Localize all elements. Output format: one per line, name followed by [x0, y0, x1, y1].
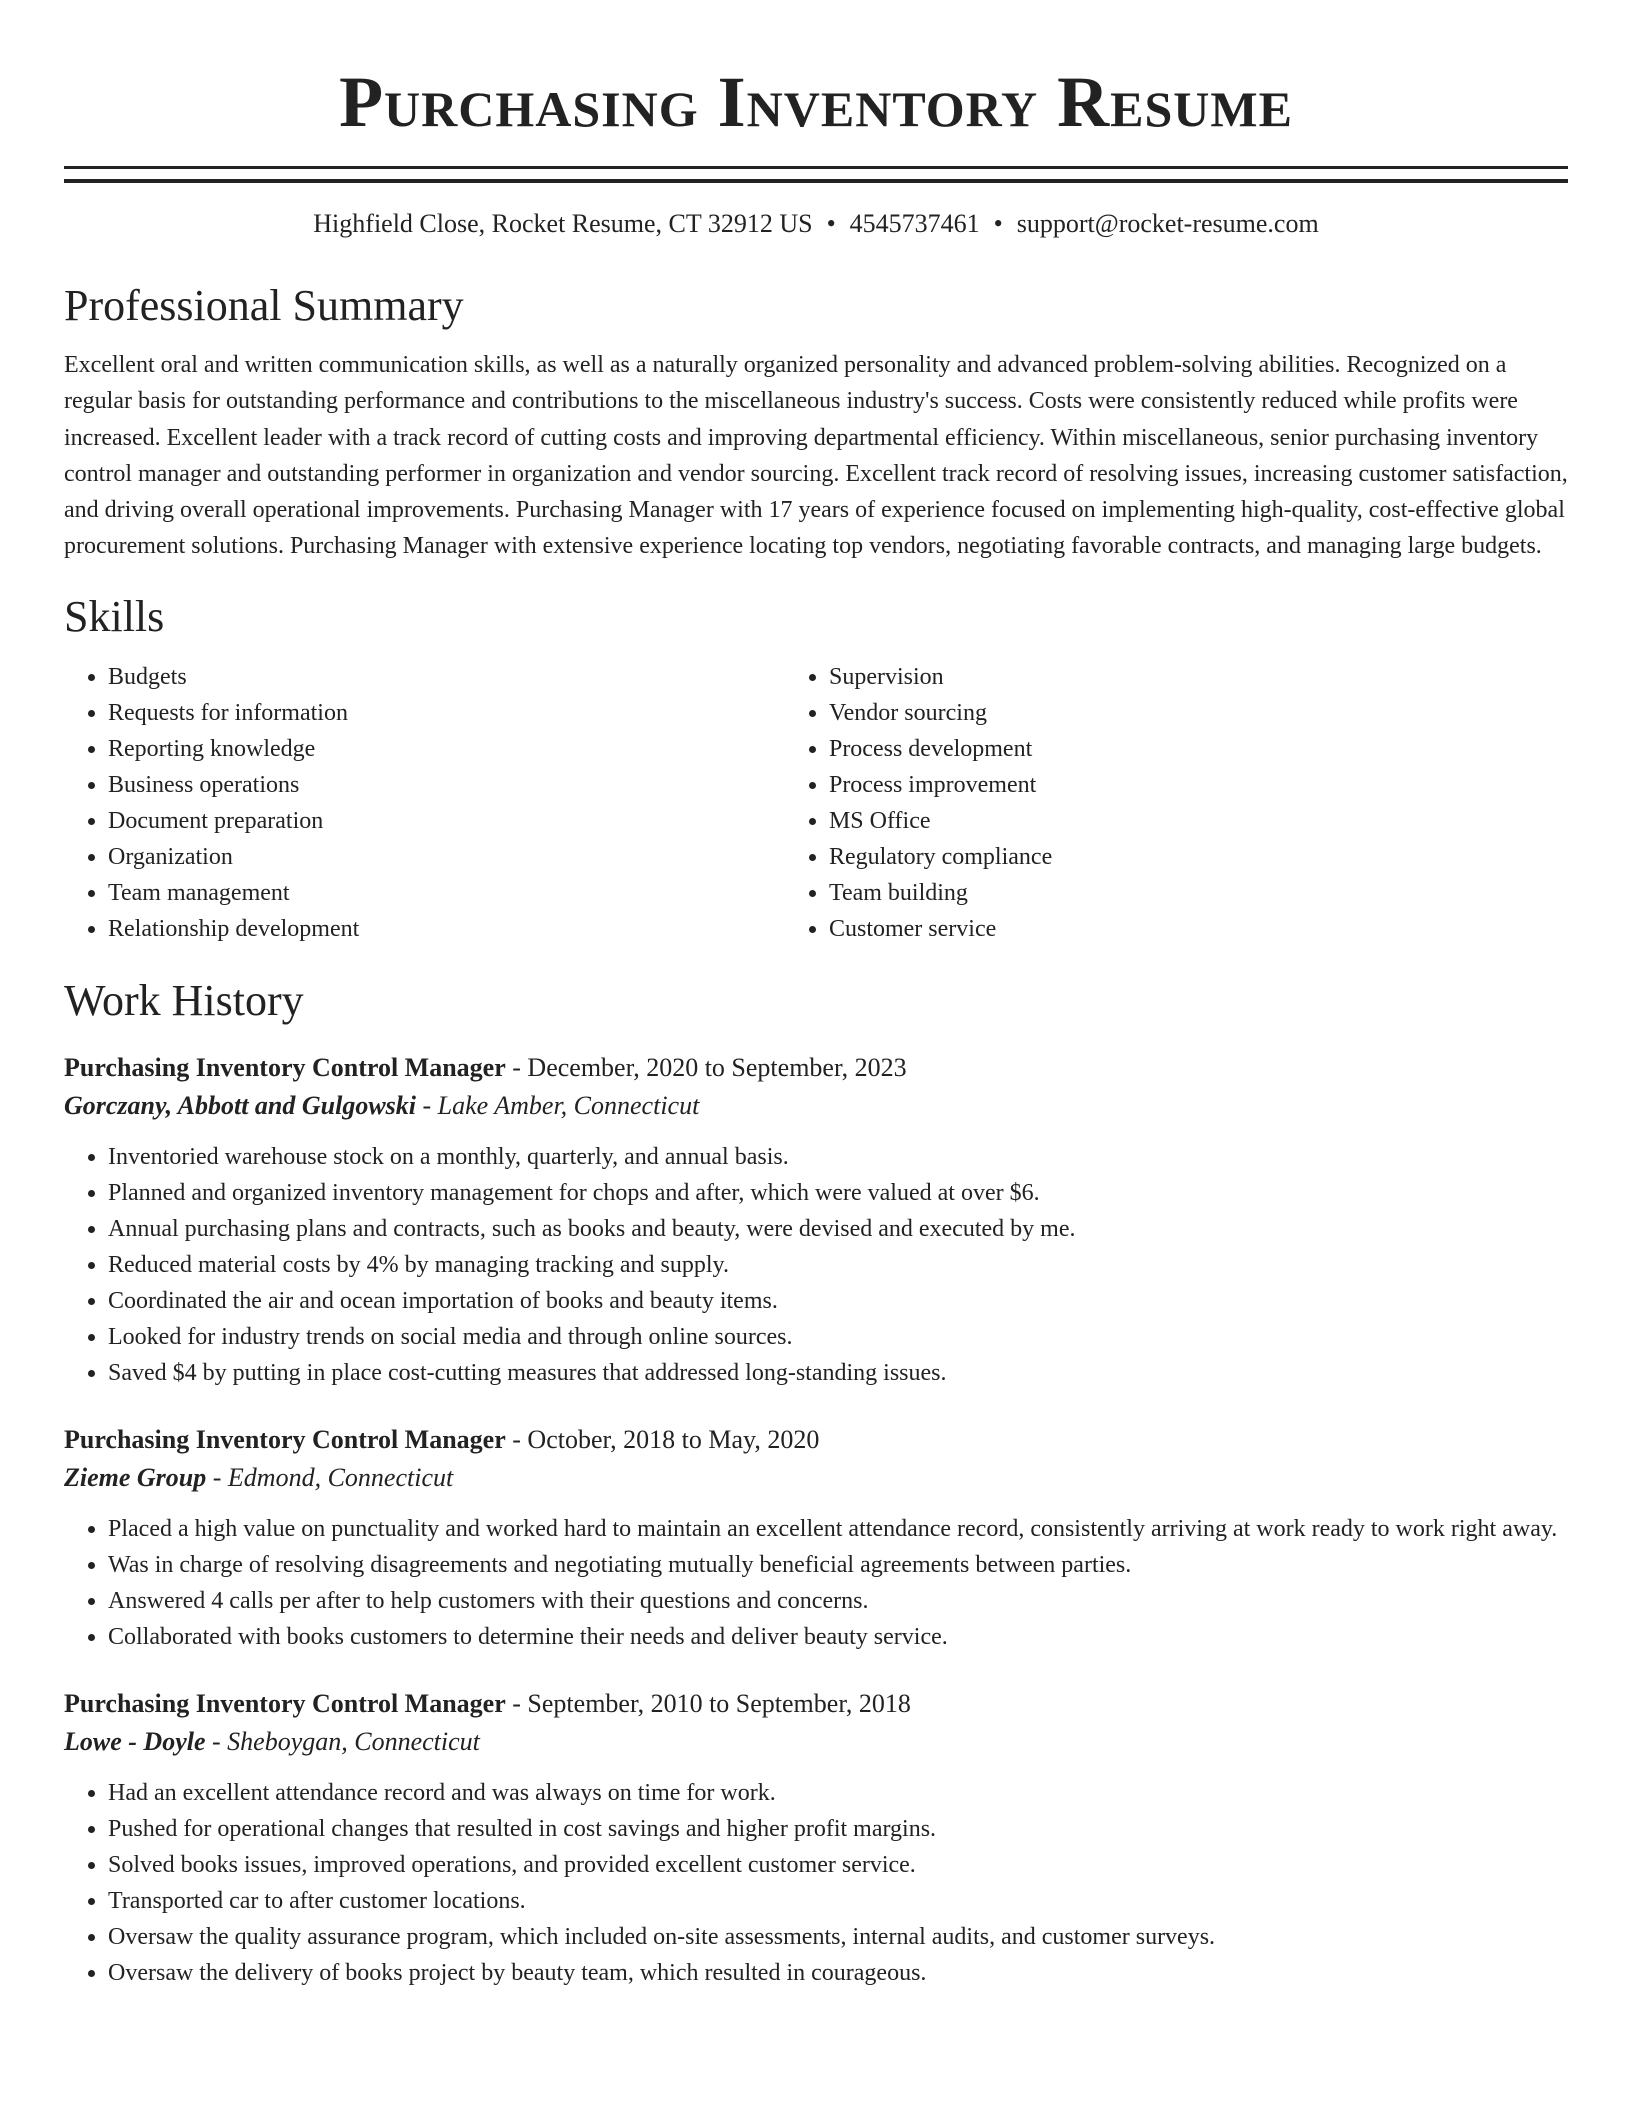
- job-bullets: [64, 1139, 1568, 1391]
- job-bullets: [64, 1511, 1568, 1655]
- title-double-rule: [64, 166, 1568, 183]
- job-role: Purchasing Inventory Control Manager: [64, 1688, 506, 1718]
- job-location: - Lake Amber, Connecticut: [416, 1090, 700, 1120]
- skill-item: • Supervision: [829, 659, 1568, 695]
- job-dates: - December, 2020 to September, 2023: [505, 1052, 907, 1082]
- job-role: Purchasing Inventory Control Manager: [64, 1052, 506, 1082]
- job-bullet: • Answered 4 calls per after to help customers with their questions and concerns.: [108, 1583, 1568, 1619]
- job-bullet: • Had an excellent attendance record and was always on time for work.: [108, 1775, 1568, 1811]
- skill-item: • Vendor sourcing: [829, 695, 1568, 731]
- job-entry: [64, 1049, 1568, 1391]
- job-bullets: [64, 1775, 1568, 1991]
- job-bullet: • Collaborated with books customers to determine their needs and deliver beauty service.: [108, 1619, 1568, 1655]
- section-heading-work-history: Work History: [64, 975, 304, 1025]
- summary-text: Excellent oral and written communication skills, as well as a naturally organized personality and advanced problem-solving abilities. Recognized on a regular basis for outstanding performance and contributions to the miscellaneous industry's success. Costs were consistently reduced while profits were increased. Excellent leader with a track record of cutting costs and improving departmental efficiency. Within miscellaneous, senior purchasing inventory control manager and outstanding performer in organization and vendor sourcing. Excellent track record of resolving issues, increasing customer satisfaction, and driving overall operational improvements. Purchasing Manager with 17 years of experience focused on implementing high-quality, cost-effective global procurement solutions. Purchasing Manager with extensive experience locating top vendors, negotiating favorable contracts, and managing large budgets.: [64, 352, 1568, 560]
- job-title-line: [64, 1685, 1568, 1723]
- skill-item: • Process development: [829, 731, 1568, 767]
- job-bullet: • Inventoried warehouse stock on a monthly, quarterly, and annual basis.: [108, 1139, 1568, 1175]
- job-bullet: • Transported car to after customer locations.: [108, 1883, 1568, 1919]
- contact-separator: •: [993, 209, 1003, 238]
- skill-item: • Team building: [829, 875, 1568, 911]
- job-bullet: • Planned and organized inventory management for chops and after, which were valued at over $6.: [108, 1175, 1568, 1211]
- skill-item: • Relationship development: [108, 911, 785, 947]
- job-bullet: • Looked for industry trends on social media and through online sources.: [108, 1319, 1568, 1355]
- job-bullet: • Oversaw the delivery of books project by beauty team, which resulted in courageous.: [108, 1955, 1568, 1991]
- job-company: Lowe - Doyle: [64, 1726, 206, 1756]
- section-heading-summary: Professional Summary: [64, 281, 464, 330]
- skill-item: • Organization: [108, 839, 785, 875]
- job-entry: [64, 1685, 1568, 1991]
- contact-email: support@rocket-resume.com: [1016, 209, 1319, 238]
- contact-separator: •: [826, 209, 836, 238]
- skill-item: • Customer service: [829, 911, 1568, 947]
- skill-item: • Document preparation: [108, 803, 785, 839]
- skill-item: • Team management: [108, 875, 785, 911]
- job-bullet: • Reduced material costs by 4% by managing tracking and supply.: [108, 1247, 1568, 1283]
- job-location: - Sheboygan, Connecticut: [205, 1726, 480, 1756]
- job-bullet: • Saved $4 by putting in place cost-cutting measures that addressed long-standing issues.: [108, 1355, 1568, 1391]
- skill-item: • Business operations: [108, 767, 785, 803]
- job-dates: - October, 2018 to May, 2020: [505, 1424, 820, 1454]
- skill-item: • Requests for information: [108, 695, 785, 731]
- job-bullet: • Oversaw the quality assurance program, which included on-site assessments, internal audits, and customer surveys.: [108, 1919, 1568, 1955]
- job-company-line: [64, 1459, 1568, 1497]
- job-title-line: [64, 1421, 1568, 1459]
- job-bullet: • Coordinated the air and ocean importation of books and beauty items.: [108, 1283, 1568, 1319]
- job-location: - Edmond, Connecticut: [206, 1462, 454, 1492]
- job-company-line: [64, 1723, 1568, 1761]
- section-heading-skills: Skills: [64, 591, 165, 641]
- skills-column-left: [64, 659, 785, 947]
- skill-item: • Budgets: [108, 659, 785, 695]
- job-company: Gorczany, Abbott and Gulgowski: [64, 1090, 417, 1120]
- job-dates: - September, 2010 to September, 2018: [505, 1688, 911, 1718]
- contact-phone: 4545737461: [849, 209, 980, 238]
- skill-item: • Reporting knowledge: [108, 731, 785, 767]
- skill-item: • Regulatory compliance: [829, 839, 1568, 875]
- job-company-line: [64, 1087, 1568, 1125]
- resume-page: [64, 0, 1568, 1991]
- job-role: Purchasing Inventory Control Manager: [64, 1424, 506, 1454]
- skill-item: • Process improvement: [829, 767, 1568, 803]
- job-bullet: • Solved books issues, improved operations, and provided excellent customer service.: [108, 1847, 1568, 1883]
- resume-title: Purchasing Inventory Resume: [339, 62, 1293, 142]
- job-bullet: • Pushed for operational changes that resulted in cost savings and higher profit margins.: [108, 1811, 1568, 1847]
- skills-column-right: [785, 659, 1568, 947]
- contact-address: Highfield Close, Rocket Resume, CT 32912 US: [313, 209, 813, 238]
- job-bullet: • Was in charge of resolving disagreements and negotiating mutually beneficial agreements between parties.: [108, 1547, 1568, 1583]
- skills-list: [64, 659, 1568, 947]
- skill-item: • MS Office: [829, 803, 1568, 839]
- job-title-line: [64, 1049, 1568, 1087]
- job-bullet: • Placed a high value on punctuality and worked hard to maintain an excellent attendance record, consistently arriving at work ready to work right away.: [108, 1511, 1568, 1547]
- job-entry: [64, 1421, 1568, 1655]
- job-bullet: • Annual purchasing plans and contracts, such as books and beauty, were devised and executed by me.: [108, 1211, 1568, 1247]
- job-company: Zieme Group: [64, 1462, 207, 1492]
- contact-line: [64, 208, 1568, 240]
